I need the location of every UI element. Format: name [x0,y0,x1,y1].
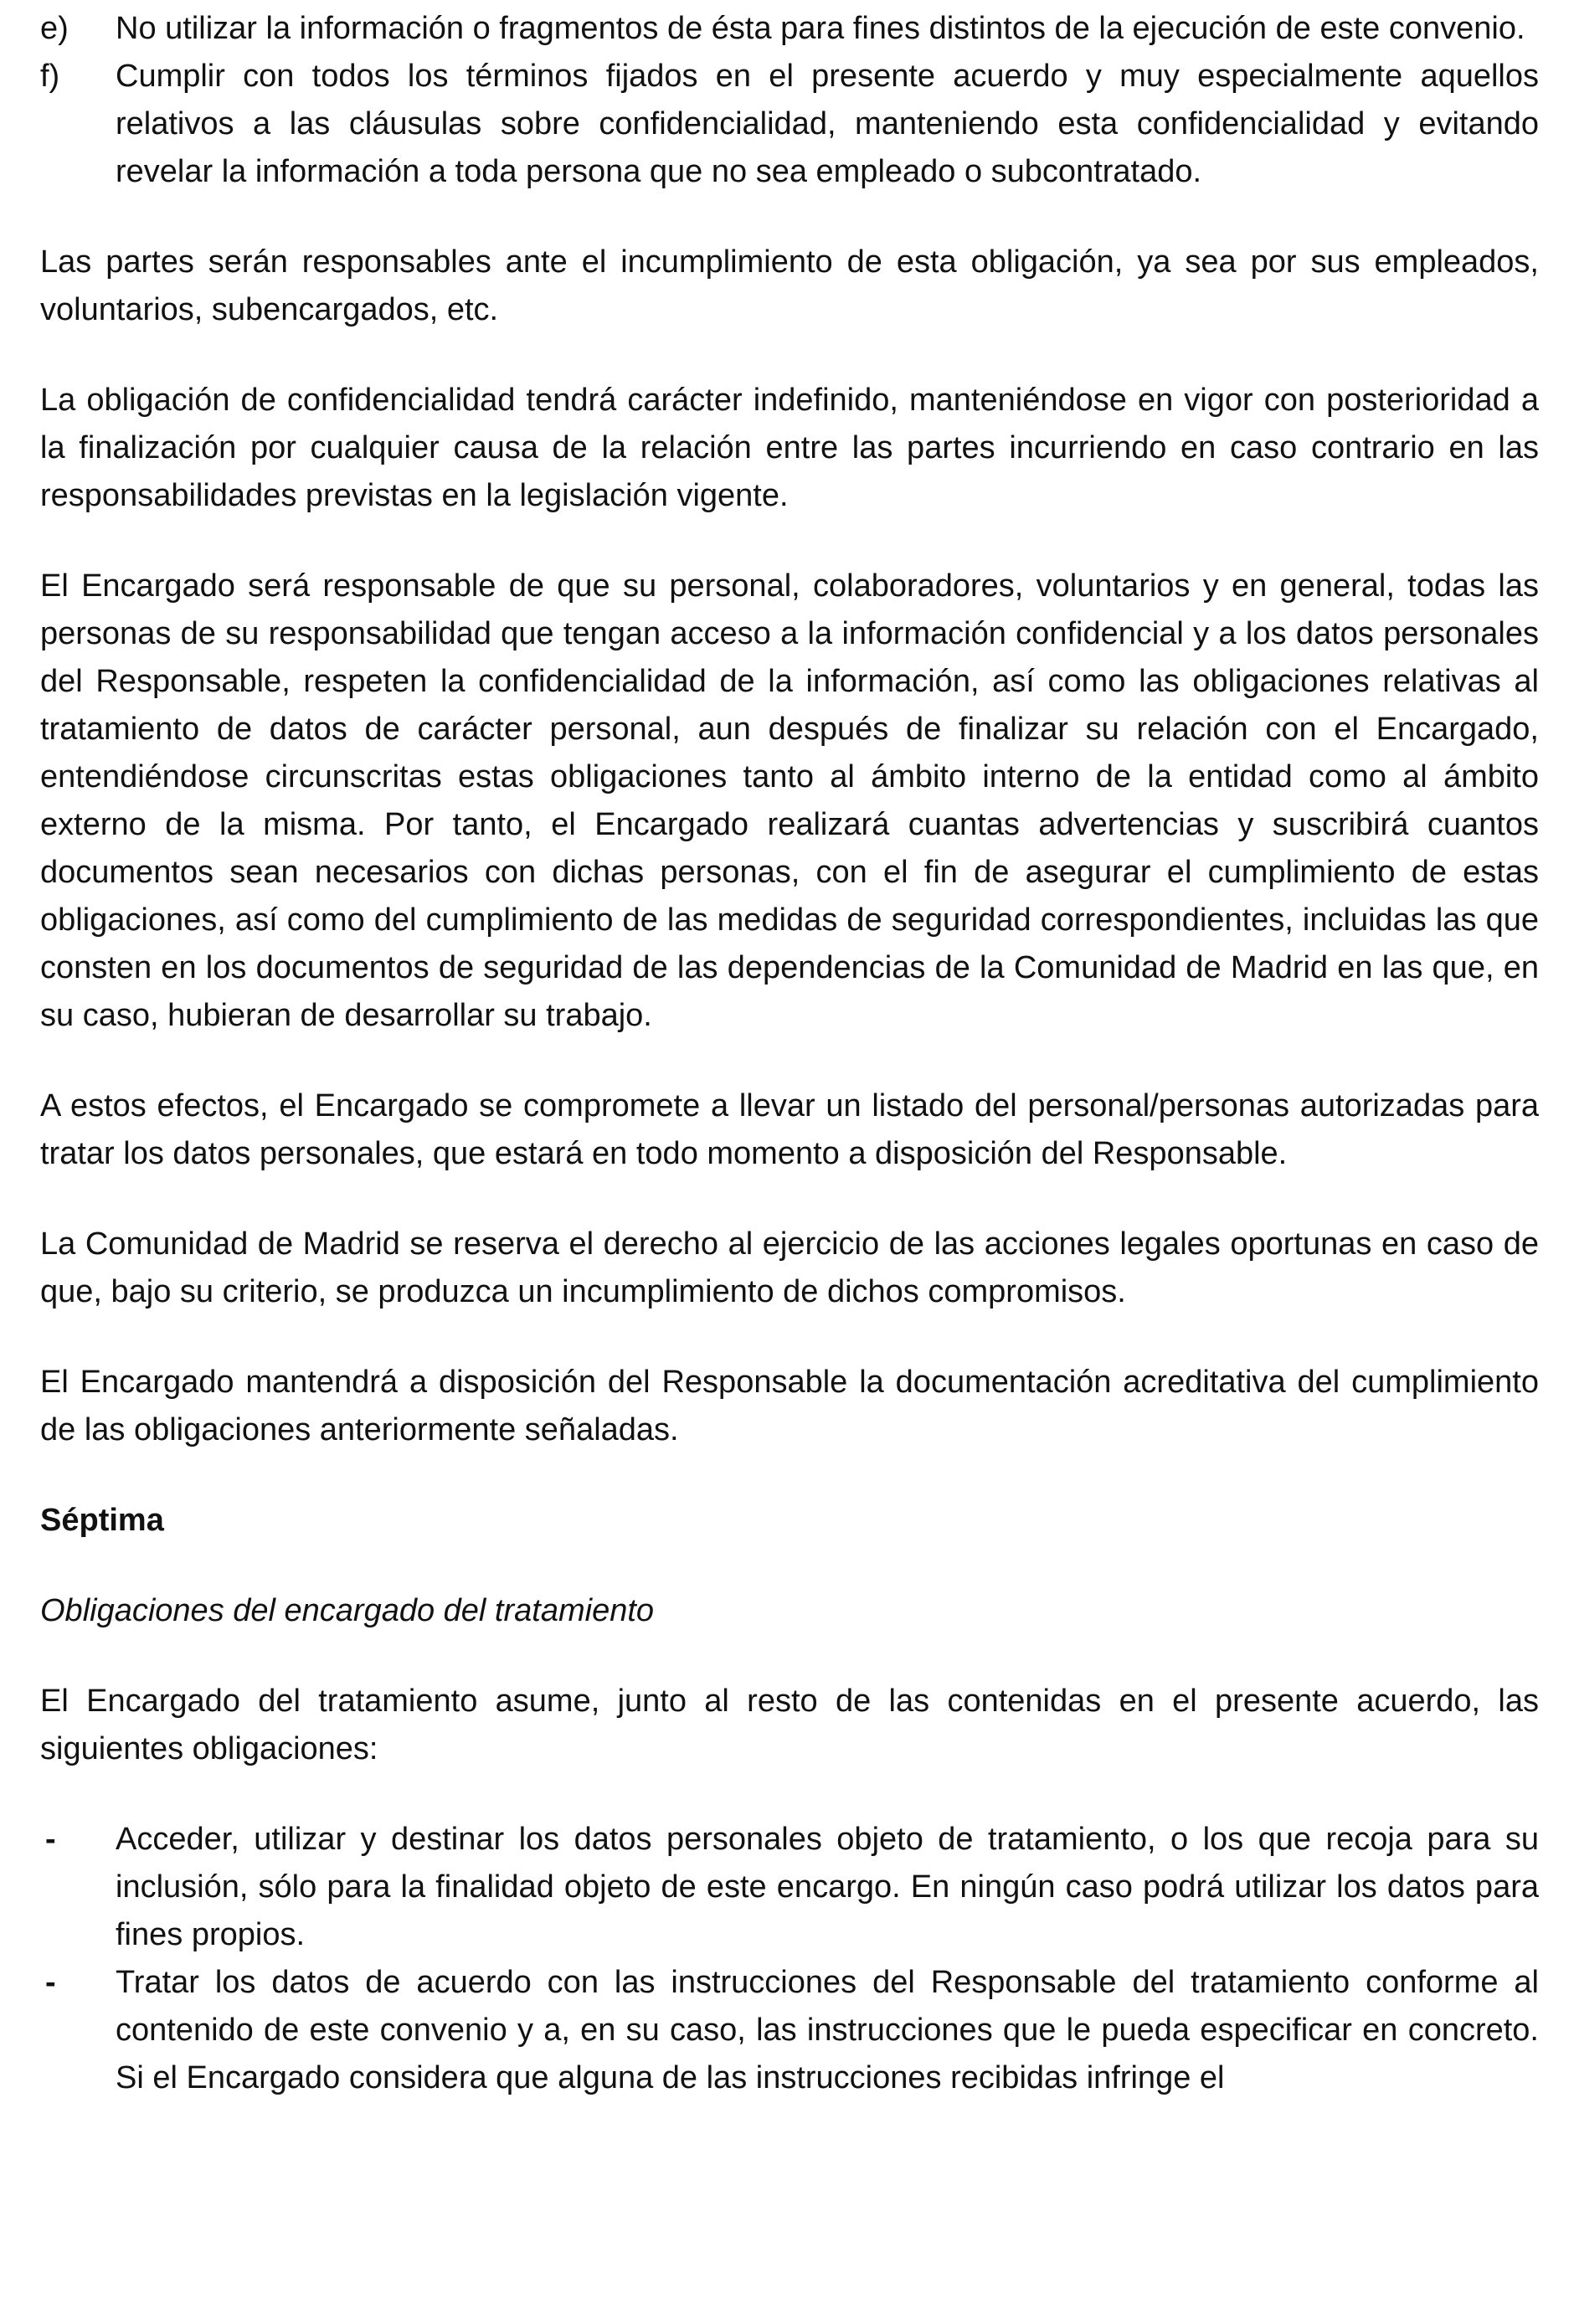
obligations-list-top [40,5,1539,196]
list-item [40,1959,1539,2102]
section-intro: El Encargado del tratamiento asume, junto al resto de las contenidas en el presente acuerdo, las siguientes obligaciones: [40,1684,1539,1766]
list-item-text: No utilizar la información o fragmentos de ésta para fines distintos de la ejecución de este convenio. [116,11,1525,46]
document-page [40,5,1539,2102]
obligations-list-bottom [40,1816,1539,2102]
paragraph-responsibility: Las partes serán responsables ante el incumplimiento de esta obligación, ya sea por sus empleados, voluntarios, subencargados, etc. [40,244,1539,327]
paragraph-documentation: El Encargado mantendrá a disposición del Responsable la documentación acreditativa del cumplimiento de las obligaciones anteriormente señaladas. [40,1365,1539,1447]
list-item-text: Acceder, utilizar y destinar los datos personales objeto de tratamiento, o los que recoja para su inclusión, sólo para la finalidad objeto de este encargo. En ningún caso podrá utilizar los datos para fines propios. [116,1822,1539,1952]
section-subheading: Obligaciones del encargado del tratamiento [40,1593,655,1628]
list-item [40,5,1539,53]
list-marker: - [45,1822,56,1857]
list-item-text: Tratar los datos de acuerdo con las instrucciones del Responsable del tratamiento conforme al contenido de este convenio y a, en su caso, las instrucciones que le pueda especificar en concreto. Si el Encargado considera que alguna de las instrucciones recibidas infringe el [116,1965,1539,2095]
list-item [40,1816,1539,1959]
list-marker: f) [40,59,60,94]
paragraph-confidentiality-duration: La obligación de confidencialidad tendrá carácter indefinido, manteniéndose en vigor con posterioridad a la finalización por cualquier causa de la relación entre las partes incurriendo en caso contrario en las responsabilidades previstas en la legislación vigente. [40,383,1539,513]
list-item-text: Cumplir con todos los términos fijados en el presente acuerdo y muy especialmente aquellos relativos a las cláusulas sobre confidencialidad, manteniendo esta confidencialidad y evitando revelar la información a toda persona que no sea empleado o subcontratado. [116,59,1539,189]
list-item [40,53,1539,196]
list-marker: - [45,1965,56,2000]
section-heading: Séptima [40,1503,164,1538]
paragraph-authorized-list: A estos efectos, el Encargado se compromete a llevar un listado del personal/personas autorizadas para tratar los datos personales, que estará en todo momento a disposición del Responsable. [40,1088,1539,1171]
paragraph-personnel-obligations: El Encargado será responsable de que su personal, colaboradores, voluntarios y en general, todas las personas de su responsabilidad que tengan acceso a la información confidencial y a los datos personales del Responsable, respeten la confidencialidad de la información, así como las obligaciones relativas al tratamiento de datos de carácter personal, aun después de finalizar su relación con el Encargado, entendiéndose circunscritas estas obligaciones tanto al ámbito interno de la entidad como al ámbito externo de la misma. Por tanto, el Encargado realizará cuantas advertencias y suscribirá cuantos documentos sean necesarios con dichas personas, con el fin de asegurar el cumplimiento de estas obligaciones, así como del cumplimiento de las medidas de seguridad correspondientes, incluidas las que consten en los documentos de seguridad de las dependencias de la Comunidad de Madrid en las que, en su caso, hubieran de desarrollar su trabajo. [40,568,1539,1033]
paragraph-legal-actions: La Comunidad de Madrid se reserva el derecho al ejercicio de las acciones legales oportunas en caso de que, bajo su criterio, se produzca un incumplimiento de dichos compromisos. [40,1226,1539,1309]
list-marker: e) [40,11,69,46]
